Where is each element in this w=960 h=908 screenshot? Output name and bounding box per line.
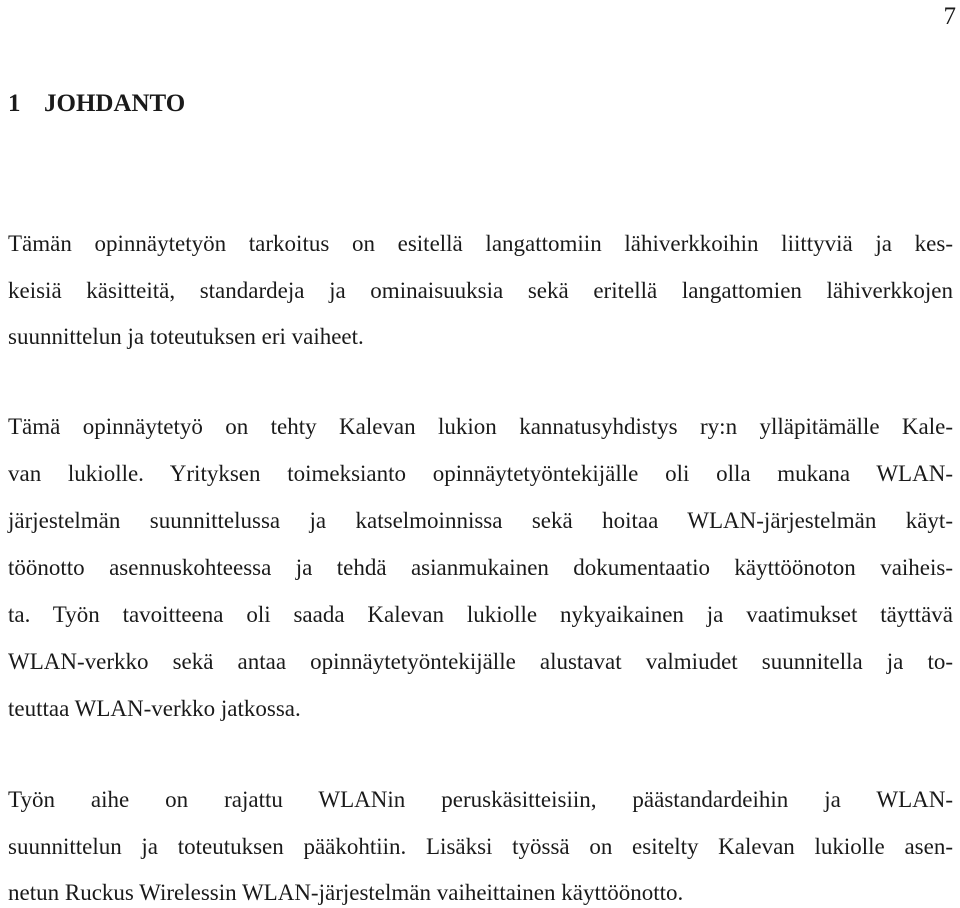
- paragraph-2-line-1: Tämä opinnäytetyö on tehty Kalevan lukion kannatusyhdistys ry:n ylläpitämälle Kale-: [8, 414, 953, 439]
- chapter-title: JOHDANTO: [44, 90, 186, 117]
- page-number: 7: [943, 3, 956, 30]
- paragraph-2-line-2: van lukiolle. Yrityksen toimeksianto opinnäytetyöntekijälle oli olla mukana WLAN-: [8, 461, 953, 486]
- paragraph-3-line-3: netun Ruckus Wirelessin WLAN-järjestelmän vaiheittainen käyttöönotto.: [8, 880, 684, 905]
- chapter-heading: [8, 88, 185, 120]
- paragraph-1-line-2: keisiä käsitteitä, standardeja ja ominaisuuksia sekä eritellä langattomien lähiverkkojen: [8, 278, 953, 303]
- paragraph-1-line-1: Tämän opinnäytetyön tarkoitus on esitellä langattomiin lähiverkkoihin liittyviä ja kes-: [8, 231, 953, 256]
- paragraph-2-line-4: töönotto asennuskohteessa ja tehdä asianmukainen dokumentaatio käyttöönoton vaiheis-: [8, 555, 953, 580]
- chapter-number: 1: [8, 90, 21, 117]
- paragraph-1-line-3: suunnittelun ja toteutuksen eri vaiheet.: [8, 324, 364, 349]
- paragraph-3-line-1: Työn aihe on rajattu WLANin peruskäsitteisiin, päästandardeihin ja WLAN-: [8, 787, 953, 812]
- paragraph-2-line-5: ta. Työn tavoitteena oli saada Kalevan lukiolle nykyaikainen ja vaatimukset täyttävä: [8, 602, 953, 627]
- paragraph-2-line-7: teuttaa WLAN-verkko jatkossa.: [8, 696, 301, 721]
- paragraph-3-line-2: suunnittelun ja toteutuksen pääkohtiin. Lisäksi työssä on esitelty Kalevan lukiolle asen-: [8, 834, 953, 859]
- paragraph-2-line-6: WLAN-verkko sekä antaa opinnäytetyöntekijälle alustavat valmiudet suunnitella ja to-: [8, 649, 953, 674]
- paragraph-2-line-3: järjestelmän suunnittelussa ja katselmoinnissa sekä hoitaa WLAN-järjestelmän käyt-: [8, 508, 953, 533]
